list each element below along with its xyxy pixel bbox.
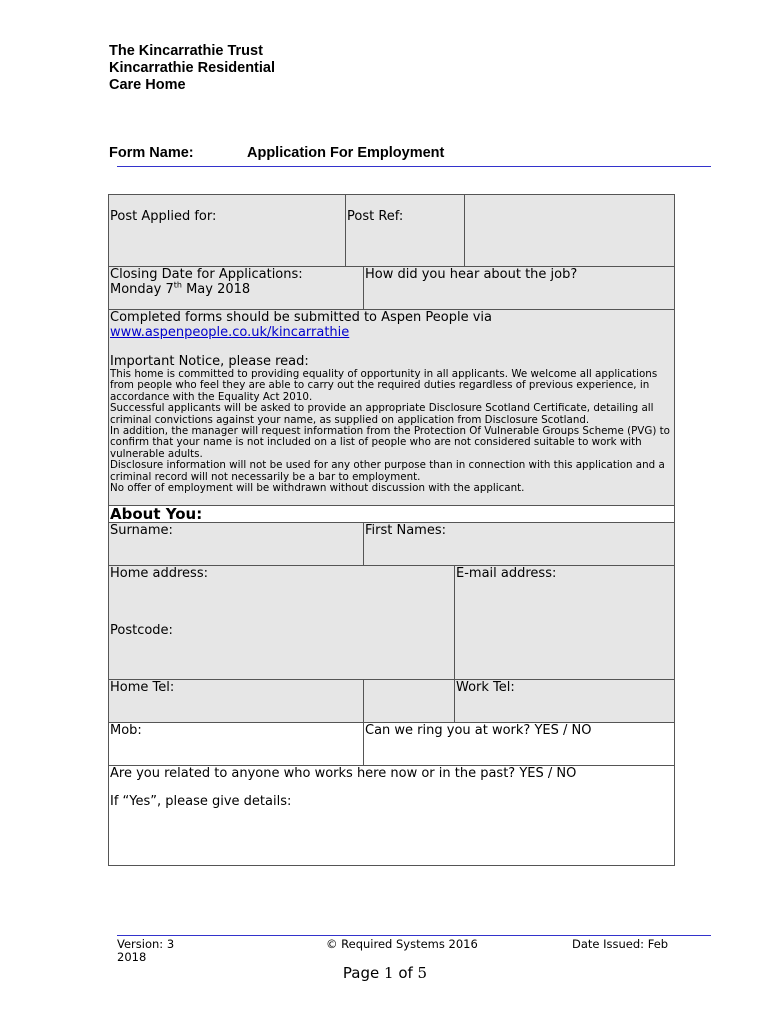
mob-label: Mob: bbox=[110, 723, 142, 738]
closing-date-value: Monday 7th May 2018 bbox=[110, 280, 251, 297]
home-address-field[interactable] bbox=[108, 565, 455, 680]
related-field[interactable] bbox=[108, 765, 675, 866]
surname-label: Surname: bbox=[110, 523, 173, 538]
closing-date-label: Closing Date for Applications: bbox=[110, 267, 303, 282]
related-details-label: If “Yes”, please give details: bbox=[110, 794, 292, 809]
footer-copyright: © Required Systems 2016 bbox=[326, 937, 478, 951]
footer-version-year: 2018 bbox=[117, 950, 147, 964]
org-line-3: Care Home bbox=[109, 77, 186, 93]
ring-at-work-field[interactable] bbox=[363, 722, 675, 766]
hear-about-job-label: How did you hear about the job? bbox=[365, 267, 578, 282]
post-ref-cell[interactable] bbox=[345, 194, 465, 267]
submit-instructions: Completed forms should be submitted to Aspen People via bbox=[110, 310, 493, 325]
post-ref-label: Post Ref: bbox=[347, 209, 404, 224]
important-notice-text: This home is committed to providing equality of opportunity in all applicants. We welcome all applications from people who feel they are able to carry out the required duties regardless of previous experience, in accordance with the Equality Act 2010. Successful applicants will be asked to provide an appropriate Disclosure Scotland Certificate, detailing all criminal convictions against your name, as supplied on application from Disclosure Scotland. In addition, the manager will request information from the Protection Of Vulnerable Groups Scheme (PVG) to confirm that your name is not included on a list of people who are not considered suitable to work with vulnerable adults. Disclosure information will not be used for any other purpose than in connection with this application and a criminal record will not necessarily be a bar to employment. No offer of employment will be withdrawn without discussion with the applicant. bbox=[110, 368, 670, 495]
organisation-name bbox=[109, 43, 275, 94]
first-names-label: First Names: bbox=[365, 523, 446, 538]
post-ref-input[interactable] bbox=[464, 194, 675, 267]
mob-field[interactable] bbox=[108, 722, 364, 766]
org-line-2: Kincarrathie Residential bbox=[109, 60, 275, 76]
form-name-value: Application For Employment bbox=[247, 145, 445, 161]
home-tel-field[interactable] bbox=[108, 679, 364, 723]
work-tel-field[interactable] bbox=[454, 679, 675, 723]
post-applied-label: Post Applied for: bbox=[110, 209, 217, 224]
page-number: Page 1 of 5 bbox=[342, 964, 428, 982]
first-names-field[interactable] bbox=[363, 522, 675, 566]
org-line-1: The Kincarrathie Trust bbox=[109, 43, 263, 59]
home-tel-input[interactable] bbox=[363, 679, 455, 723]
footer-version: Version: 3 bbox=[117, 937, 175, 951]
footer-date-issued: Date Issued: Feb bbox=[572, 937, 669, 951]
post-applied-cell[interactable] bbox=[108, 194, 346, 267]
home-address-label: Home address: bbox=[110, 566, 208, 581]
ring-at-work-label: Can we ring you at work? YES / NO bbox=[365, 723, 592, 738]
email-label: E-mail address: bbox=[456, 566, 557, 581]
header-divider bbox=[117, 166, 711, 167]
footer-divider bbox=[117, 935, 711, 936]
related-question: Are you related to anyone who works here now or in the past? YES / NO bbox=[110, 766, 577, 781]
email-field[interactable] bbox=[454, 565, 675, 680]
work-tel-label: Work Tel: bbox=[456, 680, 515, 695]
submit-link[interactable]: www.aspenpeople.co.uk/kincarrathie bbox=[110, 325, 350, 340]
home-tel-label: Home Tel: bbox=[110, 680, 175, 695]
surname-field[interactable] bbox=[108, 522, 364, 566]
postcode-label: Postcode: bbox=[110, 623, 173, 638]
form-name-label: Form Name: bbox=[109, 145, 194, 161]
about-you-heading: About You: bbox=[110, 505, 203, 523]
closing-date-cell bbox=[108, 266, 364, 310]
important-notice-title: Important Notice, please read: bbox=[110, 354, 309, 369]
about-you-heading-cell bbox=[108, 505, 675, 523]
notice-cell bbox=[108, 309, 675, 506]
hear-about-job-cell[interactable] bbox=[363, 266, 675, 310]
